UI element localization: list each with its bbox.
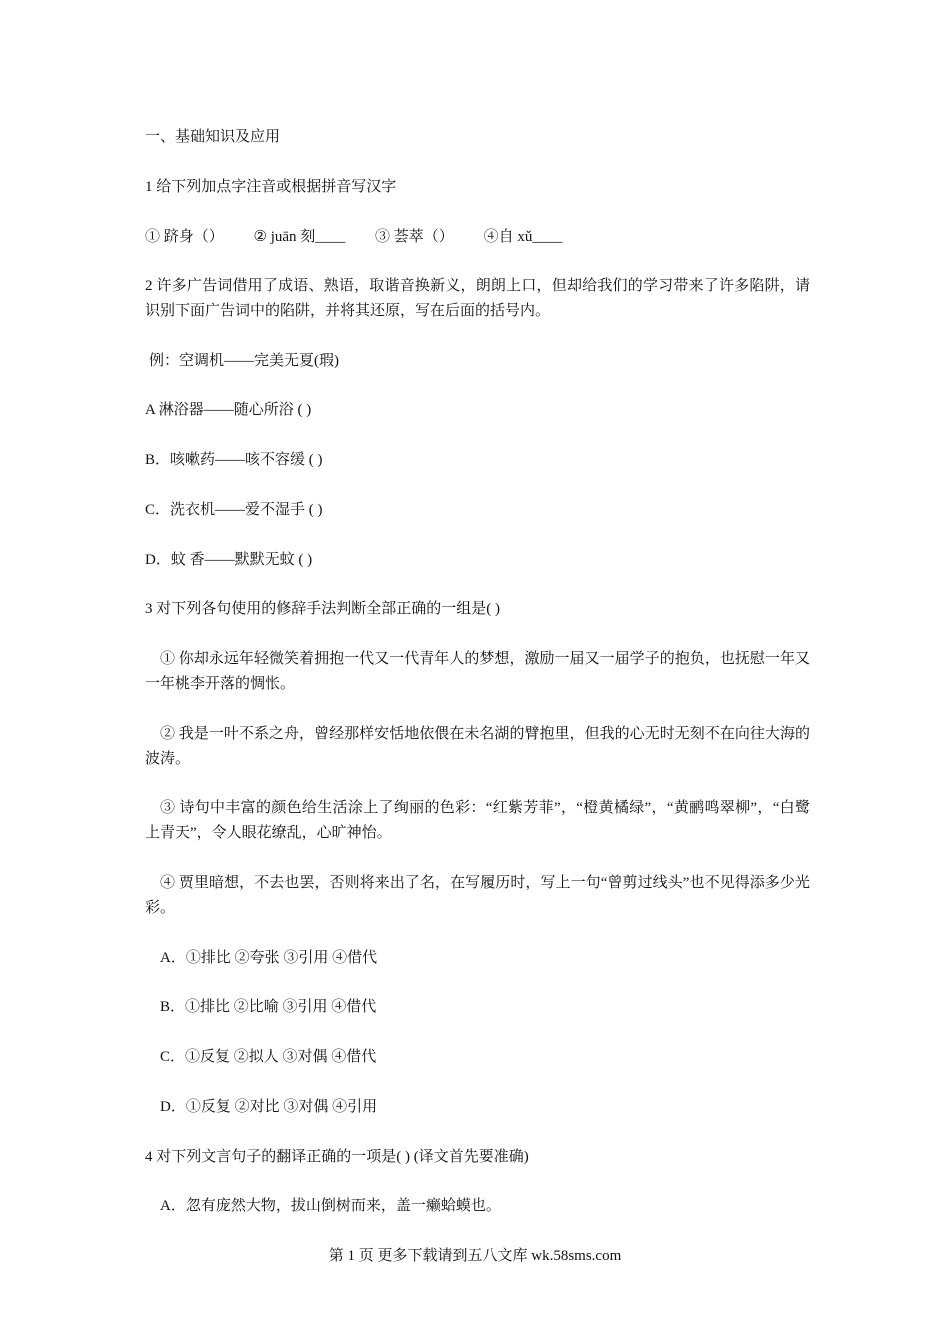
q4-option-a: A．忽有庞然大物，拔山倒树而来，盖一癞蛤蟆也。 <box>160 1198 501 1214</box>
q3-sentence-4: ④ 贾里暗想，不去也罢，否则将来出了名，在写履历时，写上一句“曾剪过线头”也不见得添多少光彩。 <box>145 875 810 916</box>
q1-item-2: ② juān 刻____ <box>253 229 346 245</box>
q2-option-a: A 淋浴器——随心所浴 ( ) <box>145 402 312 418</box>
q2-option-d: D．蚊 香——默默无蚊 ( ) <box>145 552 313 568</box>
section-title: 一、基础知识及应用 <box>145 129 281 145</box>
question-1-items <box>145 225 810 250</box>
q3-option-a: A．①排比 ②夸张 ③引用 ④借代 <box>160 950 378 966</box>
question-1-prompt: 1 给下列加点字注音或根据拼音写汉字 <box>145 179 397 195</box>
q3-option-d: D．①反复 ②对比 ③对偶 ④引用 <box>160 1099 378 1115</box>
question-2-example: 例：空调机——完美无夏(瑕) <box>149 353 339 369</box>
question-3-prompt: 3 对下列各句使用的修辞手法判断全部正确的一组是( ) <box>145 601 500 617</box>
q2-option-c: C．洗衣机——爱不湿手 ( ) <box>145 502 323 518</box>
q3-sentence-2: ② 我是一叶不系之舟，曾经那样安恬地依偎在未名湖的臂抱里，但我的心无时无刻不在向往大海的波涛。 <box>145 726 810 767</box>
question-4-prompt: 4 对下列文言句子的翻译正确的一项是( ) (译文首先要准确) <box>145 1149 529 1165</box>
page-footer: 第 1 页 更多下载请到五八文库 wk.58sms.com <box>328 1248 622 1264</box>
q2-option-b: B．咳嗽药——咳不容缓 ( ) <box>145 452 323 468</box>
q3-option-b: B．①排比 ②比喻 ③引用 ④借代 <box>160 999 377 1015</box>
q3-sentence-3: ③ 诗句中丰富的颜色给生活涂上了绚丽的色彩：“红紫芳菲”，“橙黄橘绿”，“黄鹂鸣翠柳”，“白鹭上青天”，令人眼花缭乱，心旷神怡。 <box>145 800 810 841</box>
q3-sentence-1: ① 你却永远年轻微笑着拥抱一代又一代青年人的梦想，激励一届又一届学子的抱负，也抚慰一年又一年桃李开落的惆怅。 <box>145 651 810 692</box>
q1-item-4: ④自 xǔ____ <box>483 229 563 245</box>
q3-option-c: C．①反复 ②拟人 ③对偶 ④借代 <box>160 1049 377 1065</box>
q1-item-3: ③ 荟萃（） <box>375 229 454 245</box>
question-2-prompt: 2 许多广告词借用了成语、熟语，取谐音换新义，朗朗上口，但却给我们的学习带来了许多陷阱，请识别下面广告词中的陷阱，并将其还原，写在后面的括号内。 <box>145 278 810 319</box>
q1-item-1: ① 跻身（） <box>145 229 224 245</box>
